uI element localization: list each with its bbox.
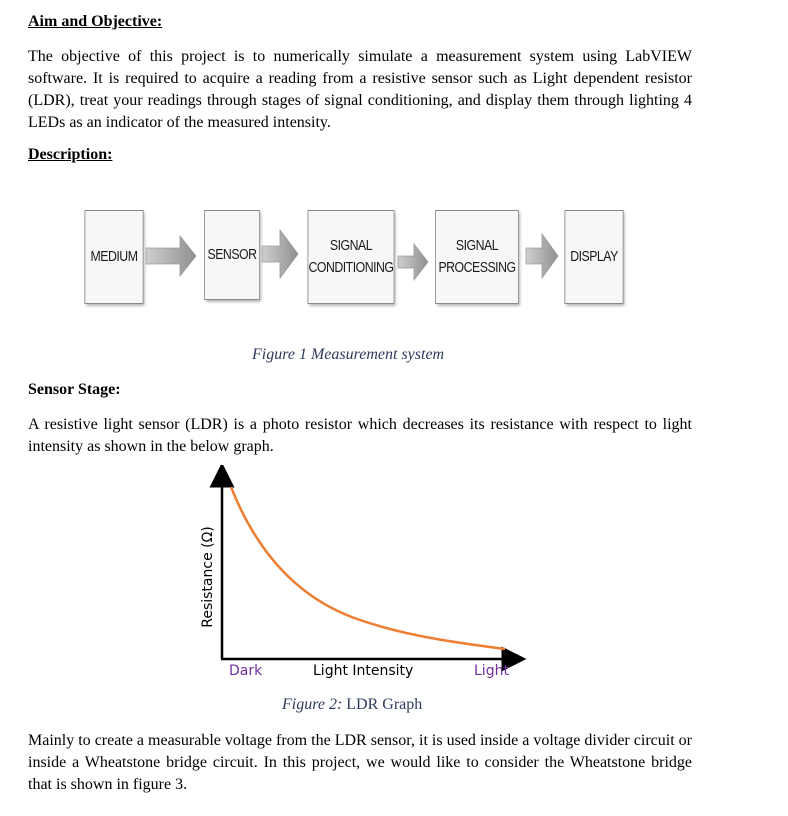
y-axis-label: Resistance (Ω) bbox=[200, 526, 216, 628]
sensor-stage-heading: Sensor Stage: bbox=[28, 381, 121, 398]
block-processing-line2: PROCESSING bbox=[438, 259, 516, 276]
sensor-stage-paragraph: A resistive light sensor (LDR) is a photo resistor which decreases its resistance with respect to light intensity as shown in the below graph. bbox=[28, 416, 692, 455]
ldr-curve bbox=[231, 487, 505, 649]
figure1-caption: Figure 1 Measurement system bbox=[252, 346, 445, 363]
arrow-sensor-to-conditioning bbox=[262, 230, 298, 278]
block-conditioning-line1: SIGNAL bbox=[329, 237, 373, 254]
block-sensor bbox=[204, 210, 260, 300]
arrow-processing-to-display bbox=[526, 234, 558, 278]
block-display bbox=[564, 210, 623, 304]
x-axis-label: Light Intensity bbox=[313, 663, 414, 679]
arrow-medium-to-sensor bbox=[146, 236, 196, 276]
block-signal-conditioning bbox=[308, 210, 395, 304]
figure2-caption-prefix: Figure 2: bbox=[282, 696, 343, 713]
block-sensor-label: SENSOR bbox=[207, 246, 257, 263]
aim-paragraph: The objective of this project is to numerically simulate a measurement system using LabVIEW software. It is required to acquire a reading from a resistive sensor such as Light dependent resistor (LDR), treat your readings through stages of signal conditioning, and display them through lighting 4 LEDs as an indicator of the measured intensity. bbox=[28, 48, 692, 131]
block-conditioning-line2: CONDITIONING bbox=[308, 259, 394, 276]
final-paragraph: Mainly to create a measurable voltage from the LDR sensor, it is used inside a voltage divider circuit or inside a Wheatstone bridge circuit. In this project, we would like to consider the Wheatstone bridge that is shown in figure 3. bbox=[28, 732, 692, 793]
aim-heading: Aim and Objective: bbox=[28, 13, 163, 30]
block-processing-line1: SIGNAL bbox=[455, 237, 499, 254]
x-label-dark: Dark bbox=[229, 663, 263, 679]
arrow-conditioning-to-processing bbox=[398, 244, 428, 280]
block-signal-processing bbox=[435, 210, 519, 304]
figure2-caption bbox=[282, 696, 422, 714]
description-heading: Description: bbox=[28, 146, 113, 163]
block-medium-label: MEDIUM bbox=[90, 248, 138, 265]
figure2-caption-text: LDR Graph bbox=[342, 696, 423, 713]
block-display-label: DISPLAY bbox=[570, 248, 618, 265]
block-medium bbox=[84, 210, 143, 304]
x-label-light: Light bbox=[474, 663, 509, 679]
ldr-graph bbox=[0, 465, 788, 705]
